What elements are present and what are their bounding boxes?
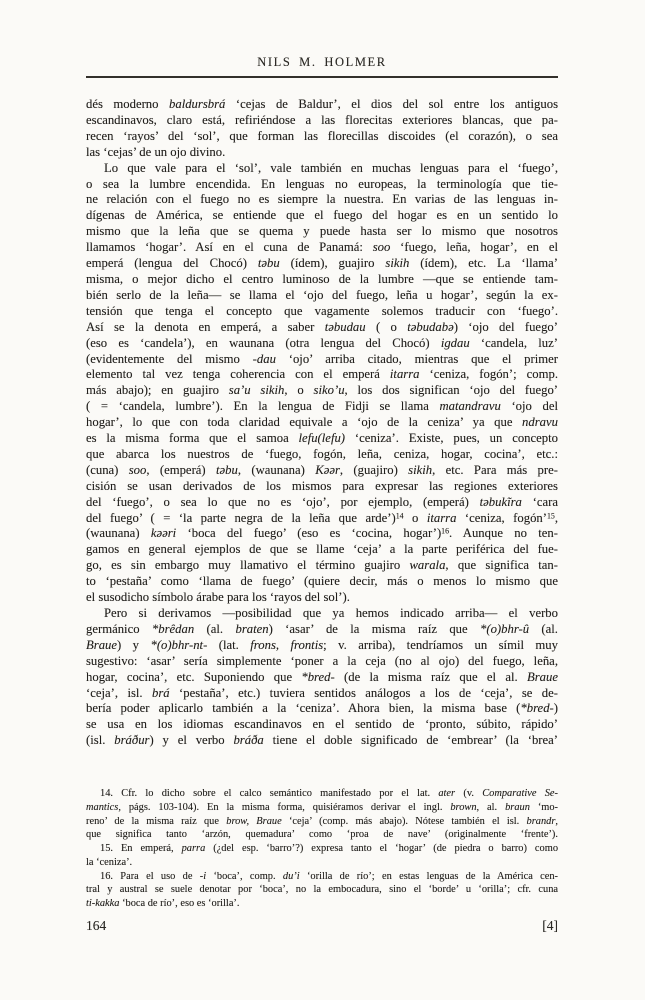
text-segment: , bbox=[555, 815, 558, 827]
text-segment: llamamos ‘hogar’. Así en el cuna de Panamá: bbox=[86, 240, 373, 255]
text-segment: (al. bbox=[529, 621, 558, 636]
text-segment: (v. bbox=[455, 788, 483, 799]
italic-term: Braue bbox=[526, 669, 558, 684]
text-segment: (eso es ‘candela’), en waunana (otra lengua del Chocó) bbox=[86, 335, 441, 350]
text-segment: elemento tal vez tenga coherencia con el emperá bbox=[86, 367, 390, 382]
text-segment: (de la misma raíz que el al. bbox=[334, 669, 527, 684]
text-line bbox=[86, 431, 558, 447]
text-segment: ‘mo- bbox=[529, 801, 559, 813]
text-line bbox=[86, 113, 558, 129]
text-line bbox=[86, 256, 558, 272]
text-line bbox=[86, 97, 558, 113]
text-line bbox=[86, 638, 558, 654]
text-line bbox=[86, 145, 558, 161]
text-segment: (evidentemente del mismo bbox=[86, 351, 253, 366]
body-text bbox=[86, 97, 558, 749]
italic-term: -i bbox=[199, 870, 207, 882]
italic-term: təbudabə bbox=[407, 319, 454, 334]
text-segment: Así se la denota en emperá, a saber bbox=[86, 319, 325, 334]
text-line bbox=[86, 733, 558, 749]
text-segment: go, es sin embargo muy llamativo el término guajiro bbox=[86, 558, 410, 573]
text-segment: (waunana) bbox=[86, 526, 151, 541]
text-segment: sugestivo: ‘asar’ sería simplemente ‘poner a la ceja (no al ojo) del fuego, leña, bbox=[86, 653, 558, 668]
text-segment: o bbox=[403, 510, 427, 525]
text-segment: ‘ceniza, fogón’; comp. bbox=[419, 367, 558, 382]
page-number: 164 bbox=[86, 918, 107, 933]
italic-term: soo bbox=[372, 240, 391, 255]
italic-term: braten bbox=[235, 621, 269, 636]
text-line bbox=[86, 463, 558, 479]
text-line bbox=[86, 320, 558, 336]
text-line bbox=[86, 177, 558, 193]
text-segment: , etc. Para más pre- bbox=[432, 462, 558, 477]
text-line bbox=[86, 870, 558, 884]
text-line bbox=[86, 511, 558, 527]
text-line bbox=[86, 447, 558, 463]
text-segment: ; v. arriba), tendríamos un símil muy bbox=[323, 637, 558, 652]
text-segment: 16. Para el uso de bbox=[100, 870, 200, 882]
text-segment: ) y bbox=[117, 637, 151, 652]
italic-term: brandr bbox=[526, 815, 556, 827]
italic-term: brown bbox=[450, 801, 477, 813]
text-segment: , al. bbox=[476, 801, 506, 813]
text-segment: hogar, cocina’, etc. Suponiendo que bbox=[86, 669, 302, 684]
text-segment: . Aunque no ten- bbox=[449, 526, 558, 541]
italic-term: brow, Braue bbox=[226, 815, 282, 827]
text-segment: , (waunana) bbox=[237, 462, 316, 477]
italic-term: itarra bbox=[426, 510, 457, 525]
paragraph bbox=[86, 161, 558, 606]
text-segment: , bbox=[554, 510, 559, 525]
header-rule bbox=[86, 76, 558, 78]
text-line bbox=[86, 399, 558, 415]
text-segment: ‘candela, luz’ bbox=[469, 335, 558, 350]
text-segment: cisión se usan derivados de los mismos para expresar las regiones exteriores bbox=[86, 478, 558, 493]
italic-term: təbudau bbox=[324, 319, 366, 334]
page-footer bbox=[86, 918, 558, 934]
text-line bbox=[86, 856, 558, 870]
text-segment: , que significa tan- bbox=[445, 558, 558, 573]
text-segment: ) bbox=[553, 701, 558, 716]
text-line bbox=[86, 208, 558, 224]
text-line bbox=[86, 240, 558, 256]
text-segment: que significa tanto ‘arzón, quemadura’ como ‘proa de nave’ (originalmente ‘frente’). bbox=[86, 829, 558, 841]
italic-term: təbukĩra bbox=[479, 494, 522, 509]
running-header bbox=[86, 55, 558, 70]
text-segment: hogar’, lo que con toda claridad equivale a ‘ojo de la ceniza’ ya que bbox=[86, 415, 523, 430]
italic-term: *(o)bhr-û bbox=[480, 621, 530, 636]
text-segment: tral y austral se suele denotar por ‘boca’, no la embocadura, sino el ‘borde’ u ‘orilla’; cfr. cuna bbox=[86, 884, 558, 896]
text-segment: misma, o mejor dicho el centro luminoso de la lumbre —que se entiende tam- bbox=[86, 271, 558, 286]
text-segment: es la misma forma que el samoa bbox=[86, 431, 299, 446]
italic-term: itarra bbox=[389, 367, 420, 382]
text-line bbox=[86, 787, 558, 801]
text-segment: ) ‘ojo del fuego’ bbox=[453, 319, 558, 334]
italic-term: mantics bbox=[86, 801, 119, 813]
italic-term: təbu bbox=[215, 462, 238, 477]
text-line bbox=[86, 479, 558, 495]
text-segment: las ‘cejas’ de un ojo divino. bbox=[86, 144, 226, 159]
text-segment: (lat. bbox=[207, 637, 251, 652]
italic-term: ater bbox=[438, 788, 456, 799]
text-line bbox=[86, 288, 558, 304]
text-segment: (ídem), etc. La ‘llama’ bbox=[409, 256, 558, 271]
italic-term: baldursbrá bbox=[169, 97, 226, 111]
italic-term: warala bbox=[409, 558, 446, 573]
text-line bbox=[86, 415, 558, 431]
text-segment: , págs. 103-104). En la misma forma, quisiéramos derivar el ingl. bbox=[118, 801, 451, 813]
text-segment: (¿del esp. ‘barro’?) expresa tanto el ‘hogar’ (de piedra o barro) como bbox=[205, 843, 559, 854]
text-segment: bería poder aplicarlo también a la ‘ceniza’. Ahora bien, la misma base ( bbox=[86, 701, 521, 716]
text-line bbox=[86, 367, 558, 383]
text-segment: ‘pestaña’, etc.) tuviera sentidos análogos a los de ‘ceja’, se de- bbox=[169, 685, 558, 700]
text-segment: ) y el verbo bbox=[149, 733, 234, 748]
text-segment: ‘boca’, comp. bbox=[206, 870, 283, 882]
paragraph bbox=[86, 870, 558, 911]
text-segment: to ‘pestaña’ como ‘llama de fuego’ (quiere decir, más o menos lo mismo que bbox=[86, 574, 558, 589]
footnote-ref: 14 bbox=[395, 511, 404, 521]
text-line bbox=[86, 883, 558, 897]
text-line bbox=[86, 842, 558, 856]
text-segment: del fuego’ ( = ‘la parte negra de la leña que arde’) bbox=[86, 510, 396, 525]
text-segment: ‘boca de río’, eso es ‘orilla’. bbox=[119, 898, 240, 909]
text-segment: germánico bbox=[86, 621, 152, 636]
text-line bbox=[86, 701, 558, 717]
italic-term: frons, frontis bbox=[250, 637, 324, 652]
text-segment: que abarca los nuestros de ‘fuego, fogón, leña, ceniza, hogar, cocina’, etc.: bbox=[86, 446, 558, 461]
paragraph bbox=[86, 787, 558, 842]
italic-term: *(o)bhr-nt- bbox=[150, 637, 208, 652]
text-segment: , (emperá) bbox=[146, 462, 216, 477]
text-segment: o sea la lumbre encendida. En lenguas no europeas, la terminología que tie- bbox=[86, 176, 558, 191]
footnote-ref: 16 bbox=[441, 526, 450, 536]
text-line bbox=[86, 495, 558, 511]
text-line bbox=[86, 801, 558, 815]
text-line bbox=[86, 606, 558, 622]
text-line bbox=[86, 352, 558, 368]
text-segment: , (guajiro) bbox=[339, 462, 409, 477]
text-segment: ( o bbox=[365, 319, 408, 334]
text-line bbox=[86, 558, 558, 574]
text-line bbox=[86, 542, 558, 558]
text-line bbox=[86, 686, 558, 702]
text-segment: ‘ceniza’. Existe, pues, un concepto bbox=[345, 431, 558, 446]
italic-term: təbu bbox=[257, 256, 280, 271]
text-segment: ‘orilla de río’; en estas lenguas de la América cen- bbox=[299, 870, 558, 882]
text-line bbox=[86, 224, 558, 240]
text-segment: ‘ojo del bbox=[500, 399, 558, 414]
text-line bbox=[86, 590, 558, 606]
text-segment: ‘cara bbox=[521, 494, 558, 509]
italic-term: braun bbox=[505, 801, 530, 813]
text-segment: , los dos significan ‘ojo del fuego’ bbox=[344, 383, 559, 398]
text-segment: más abajo); en guajiro bbox=[86, 383, 229, 398]
text-line bbox=[86, 815, 558, 829]
italic-term: parra bbox=[181, 843, 206, 854]
italic-term: ndravu bbox=[522, 415, 558, 430]
text-segment: ne relación con el fuego no es siempre la nuestra. En varias de las lenguas in- bbox=[86, 192, 558, 207]
text-line bbox=[86, 654, 558, 670]
italic-term: bráða bbox=[233, 733, 264, 748]
text-line bbox=[86, 161, 558, 177]
italic-term: *brêdan bbox=[151, 621, 195, 636]
italic-term: -dau bbox=[252, 351, 276, 366]
text-line bbox=[86, 304, 558, 320]
text-line bbox=[86, 383, 558, 399]
text-segment: ‘ceja’, isl. bbox=[86, 685, 152, 700]
text-line bbox=[86, 717, 558, 733]
italic-term: du’i bbox=[282, 870, 300, 882]
italic-term: siko’u bbox=[313, 383, 345, 398]
text-segment: tensión que tenga el concepto que vagamente solemos traducir con ‘fuego’. bbox=[86, 303, 558, 318]
italic-term: Braue bbox=[86, 637, 118, 652]
fascicle-number: [4] bbox=[542, 918, 558, 933]
text-segment: (al. bbox=[194, 621, 236, 636]
italic-term: *bred- bbox=[520, 701, 554, 716]
text-line bbox=[86, 526, 558, 542]
text-segment: Pero si derivamos —posibilidad que ya hemos indicado arriba— el verbo bbox=[104, 606, 558, 620]
text-segment: la ‘ceniza’. bbox=[86, 856, 133, 868]
text-segment: ) ‘asar’ de la misma raíz que bbox=[268, 621, 480, 636]
italic-term: ti-kakka bbox=[86, 898, 120, 909]
italic-term: soo bbox=[128, 462, 147, 477]
text-segment: ‘cejas de Baldur’, el dios del sol entre los antiguos bbox=[225, 97, 559, 111]
text-segment: ‘fuego, leña, hogar’, en el bbox=[390, 240, 558, 255]
text-segment: recen ‘rayos’ del ‘sol’, que forman las florecillas discoides (el corazón), o sea bbox=[86, 128, 558, 143]
text-segment: emperá (lengua del Chocó) bbox=[86, 256, 258, 271]
text-line bbox=[86, 192, 558, 208]
text-line bbox=[86, 574, 558, 590]
text-segment: dés moderno bbox=[86, 97, 169, 111]
text-segment: ‘ojo’ arriba citado, mientras que el primer bbox=[275, 351, 558, 366]
text-segment: , o bbox=[284, 383, 314, 398]
text-segment: 15. En emperá, bbox=[100, 843, 182, 854]
text-segment: ( = ‘candela, lumbre’). En la lengua de Fidji se llama bbox=[86, 399, 440, 414]
paragraph bbox=[86, 606, 558, 749]
text-line bbox=[86, 670, 558, 686]
text-segment: reno’ de la misma raíz que bbox=[86, 815, 227, 827]
italic-term: sikih bbox=[408, 462, 433, 477]
paragraph bbox=[86, 97, 558, 161]
italic-term: Comparative Se- bbox=[482, 788, 558, 799]
text-segment: del ‘fuego’, o sea lo que no es ‘ojo’, por ejemplo, (emperá) bbox=[86, 494, 480, 509]
italic-term: matandravu bbox=[439, 399, 501, 414]
running-head-author: NILS M. HOLMER bbox=[257, 55, 387, 69]
text-segment: el susodicho símbolo árabe para los ‘rayos del sol’). bbox=[86, 590, 350, 605]
italic-term: sikih bbox=[385, 256, 410, 271]
text-segment: ‘ceja’ (comp. más abajo). Nótese también el isl. bbox=[281, 815, 527, 827]
italic-term: lefu(lefu) bbox=[298, 431, 346, 446]
italic-term: sa’u sikih bbox=[228, 383, 285, 398]
text-segment: (cuna) bbox=[86, 462, 129, 477]
italic-term: igdau bbox=[440, 335, 470, 350]
italic-term: *bred- bbox=[301, 669, 335, 684]
italic-term: Kəər bbox=[315, 462, 340, 477]
text-segment: se usa en los idiomas escandinavos en el sentido de ‘pronto, súbito, rápido’ bbox=[86, 717, 558, 732]
text-line bbox=[86, 897, 558, 911]
text-segment: escandinavos, claro está, refiriéndose a las florecitas exteriores blancas, que pa- bbox=[86, 112, 558, 127]
footnote-ref: 15 bbox=[546, 511, 555, 521]
text-line bbox=[86, 622, 558, 638]
text-segment: mismo que la leña que se quema y puede hasta ser lo mismo que nosotros bbox=[86, 224, 558, 239]
text-line bbox=[86, 336, 558, 352]
text-segment: 14. Cfr. lo dicho sobre el calco semántico manifestado por el lat. bbox=[100, 788, 439, 799]
text-segment: ‘boca del fuego’ (eso es ‘cocina, hogar’) bbox=[176, 526, 442, 541]
text-segment: Lo que vale para el ‘sol’, vale también en muchas lenguas para el ‘fuego’, bbox=[104, 160, 558, 175]
italic-term: bráður bbox=[114, 733, 150, 748]
text-segment: ‘ceniza, fogón’ bbox=[456, 510, 547, 525]
text-segment: gamos en general ejemplos de que se llame ‘ceja’ a la parte periférica del fue- bbox=[86, 542, 558, 557]
paragraph bbox=[86, 842, 558, 870]
text-line bbox=[86, 272, 558, 288]
italic-term: kəəri bbox=[150, 526, 177, 541]
text-segment: bién serlo de la leña— se llama el ‘ojo del fuego, leña u hogar’, según la ex- bbox=[86, 287, 558, 302]
text-segment: tiene el doble significado de ‘embrear’ (la ‘brea’ bbox=[263, 733, 558, 748]
text-segment: (ídem), guajiro bbox=[279, 256, 386, 271]
italic-term: brá bbox=[152, 685, 170, 700]
text-line bbox=[86, 129, 558, 145]
text-line bbox=[86, 828, 558, 842]
text-segment: dígenas de América, se entiende que el fuego del hogar es en un sentido lo bbox=[86, 208, 558, 223]
footnotes bbox=[86, 787, 558, 911]
text-segment: (isl. bbox=[86, 733, 115, 748]
